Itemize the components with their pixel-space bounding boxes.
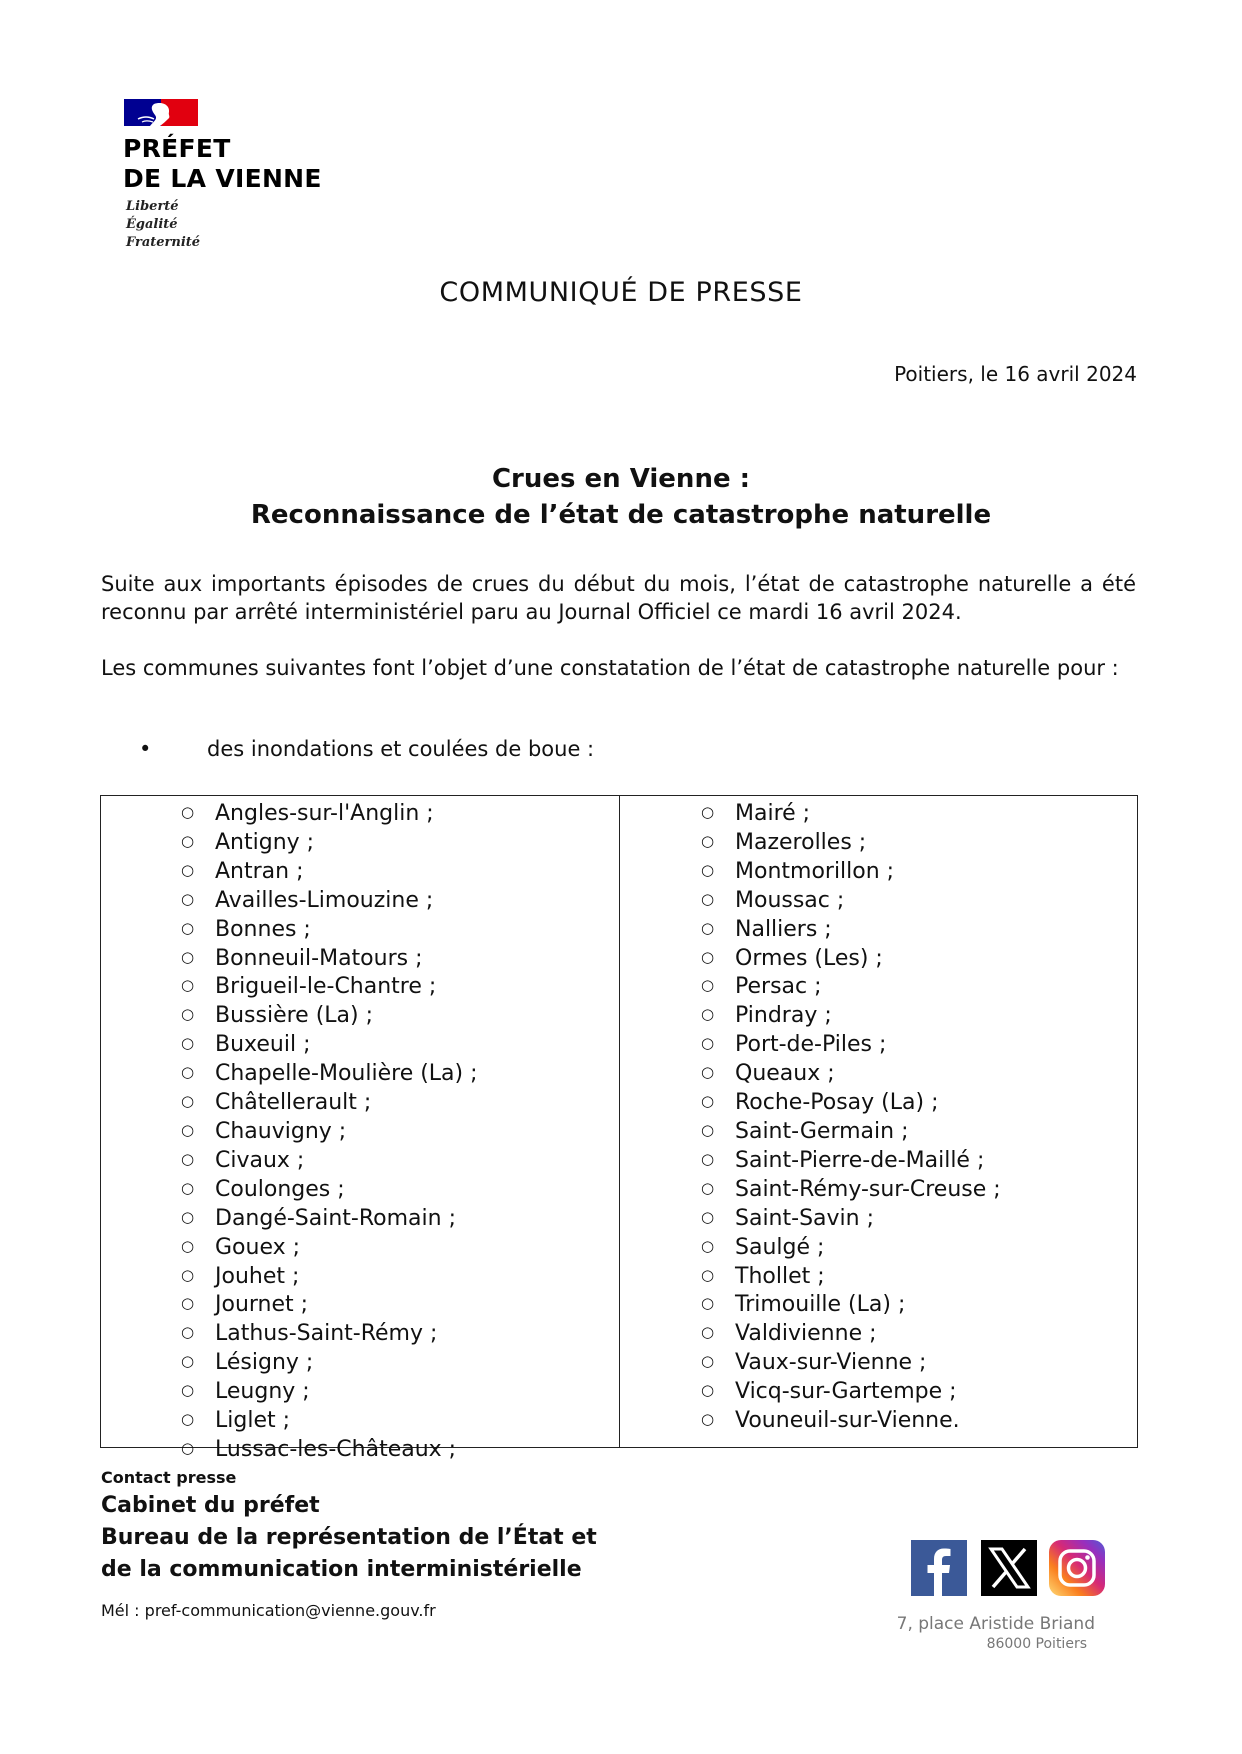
- contact-line2: Bureau de la représentation de l’État et: [101, 1525, 597, 1550]
- commune-name: Vouneuil-sur-Vienne.: [735, 1408, 960, 1434]
- commune-name: Roche-Posay (La) ;: [735, 1090, 939, 1116]
- commune-name: Antran ;: [215, 858, 304, 884]
- circle-bullet-icon: ○: [701, 1120, 715, 1139]
- commune-name: Valdivienne ;: [735, 1321, 877, 1347]
- bullet-item: [139, 737, 594, 761]
- instagram-icon[interactable]: [1049, 1540, 1105, 1596]
- commune-item: [701, 828, 1001, 857]
- commune-item: [181, 1088, 478, 1117]
- circle-bullet-icon: ○: [181, 803, 195, 821]
- commune-item: [181, 1262, 478, 1291]
- facebook-icon[interactable]: [911, 1540, 967, 1596]
- circle-bullet-icon: ○: [701, 1352, 715, 1371]
- motto-fraternite: Fraternité: [126, 235, 201, 250]
- circle-bullet-icon: ○: [181, 918, 195, 937]
- commune-name: Angles-sur-l'Anglin ;: [215, 801, 434, 826]
- commune-item: [701, 1030, 1001, 1059]
- circle-bullet-icon: ○: [701, 860, 715, 879]
- page-title: [0, 461, 1242, 533]
- address-city: 86000 Poitiers: [986, 1636, 1087, 1652]
- commune-item: [181, 1233, 478, 1262]
- commune-item: [701, 886, 1001, 915]
- circle-bullet-icon: ○: [181, 1207, 195, 1226]
- commune-item: [701, 1377, 1001, 1406]
- circle-bullet-icon: ○: [181, 1352, 195, 1371]
- commune-name: Gouex ;: [215, 1234, 301, 1260]
- commune-name: Lésigny ;: [215, 1350, 314, 1376]
- commune-name: Ormes (Les) ;: [735, 945, 883, 971]
- circle-bullet-icon: ○: [181, 1005, 195, 1024]
- communes-paragraph: Les communes suivantes font l’objet d’une constatation de l’état de catastrophe naturelle pour :: [101, 656, 1119, 680]
- commune-item: [701, 1262, 1001, 1291]
- commune-name: Availles-Limouzine ;: [215, 887, 434, 913]
- commune-item: [181, 1406, 478, 1435]
- commune-item: [701, 1001, 1001, 1030]
- circle-bullet-icon: ○: [701, 1410, 715, 1429]
- marianne-logo: [124, 99, 198, 126]
- circle-bullet-icon: ○: [701, 1034, 715, 1053]
- commune-item: [181, 944, 478, 973]
- circle-bullet-icon: ○: [701, 1381, 715, 1400]
- commune-item: [181, 1175, 478, 1204]
- commune-item: [181, 1001, 478, 1030]
- commune-name: Bonneuil-Matours ;: [215, 945, 423, 971]
- contact-line3: de la communication interministérielle: [101, 1557, 582, 1582]
- circle-bullet-icon: ○: [181, 889, 195, 908]
- commune-item: [701, 1117, 1001, 1146]
- prefecture-name-line2: DE LA VIENNE: [123, 164, 322, 193]
- document-date: Poitiers, le 16 avril 2024: [894, 362, 1137, 386]
- commune-item: [181, 1435, 478, 1464]
- circle-bullet-icon: ○: [181, 976, 195, 995]
- commune-item: [701, 799, 1001, 828]
- commune-name: Mairé ;: [735, 801, 811, 826]
- commune-item: [181, 1348, 478, 1377]
- commune-item: [181, 857, 478, 886]
- bullet-text: des inondations et coulées de boue :: [207, 737, 595, 761]
- commune-name: Saint-Savin ;: [735, 1205, 874, 1231]
- commune-item: [701, 1348, 1001, 1377]
- commune-name: Lussac-les-Châteaux ;: [215, 1436, 457, 1462]
- circle-bullet-icon: ○: [181, 1381, 195, 1400]
- commune-name: Jouhet ;: [215, 1263, 300, 1289]
- commune-name: Saulgé ;: [735, 1234, 825, 1260]
- commune-name: Dangé-Saint-Romain ;: [215, 1205, 457, 1231]
- circle-bullet-icon: ○: [701, 918, 715, 937]
- circle-bullet-icon: ○: [181, 1178, 195, 1197]
- commune-name: Thollet ;: [735, 1263, 825, 1289]
- table-column-divider: [619, 796, 620, 1447]
- commune-item: [701, 857, 1001, 886]
- circle-bullet-icon: ○: [181, 1149, 195, 1168]
- commune-item: [701, 1088, 1001, 1117]
- prefecture-name: [123, 134, 322, 194]
- commune-name: Montmorillon ;: [735, 858, 895, 884]
- motto-liberte: Liberté: [126, 199, 179, 214]
- commune-item: [701, 1290, 1001, 1319]
- circle-bullet-icon: ○: [701, 1063, 715, 1082]
- commune-name: Saint-Rémy-sur-Creuse ;: [735, 1176, 1001, 1202]
- title-line1: Crues en Vienne :: [491, 464, 751, 494]
- commune-name: Lathus-Saint-Rémy ;: [215, 1321, 438, 1347]
- circle-bullet-icon: ○: [701, 1323, 715, 1342]
- circle-bullet-icon: ○: [181, 1236, 195, 1255]
- circle-bullet-icon: ○: [181, 1410, 195, 1429]
- circle-bullet-icon: ○: [181, 947, 195, 966]
- commune-name: Persac ;: [735, 974, 822, 1000]
- commune-name: Chapelle-Moulière (La) ;: [215, 1061, 478, 1087]
- contact-email: [101, 1601, 436, 1620]
- commune-name: Mazerolles ;: [735, 829, 867, 855]
- commune-name: Liglet ;: [215, 1408, 291, 1434]
- commune-item: [701, 1319, 1001, 1348]
- commune-name: Pindray ;: [735, 1003, 832, 1029]
- circle-bullet-icon: ○: [701, 889, 715, 908]
- address-street: 7, place Aristide Briand: [896, 1614, 1095, 1634]
- commune-item: [181, 799, 478, 828]
- commune-name: Antigny ;: [215, 829, 315, 855]
- commune-item: [181, 828, 478, 857]
- commune-item: [181, 1117, 478, 1146]
- circle-bullet-icon: ○: [701, 976, 715, 995]
- republic-motto: [126, 198, 200, 252]
- circle-bullet-icon: ○: [701, 1265, 715, 1284]
- commune-item: [181, 915, 478, 944]
- commune-item: [181, 1146, 478, 1175]
- commune-name: Civaux ;: [215, 1147, 305, 1173]
- commune-name: Bussière (La) ;: [215, 1003, 374, 1029]
- circle-bullet-icon: ○: [181, 1294, 195, 1313]
- contact-line1: Cabinet du préfet: [101, 1493, 320, 1518]
- circle-bullet-icon: ○: [181, 1092, 195, 1111]
- commune-item: [181, 1204, 478, 1233]
- commune-name: Moussac ;: [735, 887, 845, 913]
- document-type: COMMUNIQUÉ DE PRESSE: [439, 277, 803, 308]
- commune-item: [701, 1059, 1001, 1088]
- commune-name: Châtellerault ;: [215, 1090, 372, 1116]
- contact-organisation: [101, 1490, 597, 1586]
- commune-name: Leugny ;: [215, 1379, 310, 1405]
- commune-name: Queaux ;: [735, 1061, 835, 1087]
- circle-bullet-icon: ○: [181, 1265, 195, 1284]
- commune-name: Journet ;: [215, 1292, 309, 1318]
- circle-bullet-icon: ○: [181, 860, 195, 879]
- motto-egalite: Égalité: [126, 217, 178, 232]
- commune-item: [181, 1377, 478, 1406]
- circle-bullet-icon: ○: [701, 803, 715, 821]
- circle-bullet-icon: ○: [701, 1294, 715, 1313]
- commune-item: [701, 915, 1001, 944]
- circle-bullet-icon: ○: [701, 1178, 715, 1197]
- circle-bullet-icon: ○: [181, 1063, 195, 1082]
- circle-bullet-icon: ○: [181, 1120, 195, 1139]
- commune-item: [181, 1290, 478, 1319]
- circle-bullet-icon: ○: [181, 1034, 195, 1053]
- circle-bullet-icon: ○: [701, 831, 715, 850]
- commune-name: Saint-Germain ;: [735, 1118, 909, 1144]
- email-label: Mél :: [101, 1601, 145, 1620]
- title-line2: Reconnaissance de l’état de catastrophe naturelle: [250, 500, 992, 530]
- commune-name: Chauvigny ;: [215, 1118, 347, 1144]
- circle-bullet-icon: ○: [701, 1005, 715, 1024]
- prefecture-address: [897, 1614, 1095, 1654]
- commune-name: Nalliers ;: [735, 916, 832, 942]
- communes-list-right: [701, 799, 1001, 1435]
- commune-name: Saint-Pierre-de-Maillé ;: [735, 1147, 985, 1173]
- commune-name: Brigueil-le-Chantre ;: [215, 974, 437, 1000]
- commune-item: [701, 1204, 1001, 1233]
- commune-item: [181, 886, 478, 915]
- circle-bullet-icon: ○: [701, 1149, 715, 1168]
- communes-list-left: [181, 799, 478, 1464]
- commune-item: [181, 972, 478, 1001]
- commune-item: [181, 1030, 478, 1059]
- commune-item: [701, 944, 1001, 973]
- commune-item: [701, 1175, 1001, 1204]
- circle-bullet-icon: ○: [181, 1438, 195, 1457]
- commune-name: Buxeuil ;: [215, 1032, 311, 1058]
- commune-name: Vicq-sur-Gartempe ;: [735, 1379, 957, 1405]
- contact-label: Contact presse: [101, 1468, 237, 1487]
- commune-item: [701, 972, 1001, 1001]
- commune-name: Vaux-sur-Vienne ;: [735, 1350, 927, 1376]
- commune-item: [181, 1059, 478, 1088]
- x-icon[interactable]: [981, 1540, 1037, 1596]
- circle-bullet-icon: ○: [701, 1092, 715, 1111]
- commune-name: Trimouille (La) ;: [735, 1292, 906, 1318]
- commune-item: [701, 1146, 1001, 1175]
- circle-bullet-icon: ○: [701, 1207, 715, 1226]
- bullet-icon: •: [139, 737, 152, 761]
- commune-item: [181, 1319, 478, 1348]
- intro-paragraph: Suite aux importants épisodes de crues du début du mois, l’état de catastrophe naturelle a été reconnu par arrêté interministériel paru au Journal Officiel ce mardi 16 avril 2024.: [101, 572, 1136, 624]
- communes-table: [100, 795, 1138, 1462]
- circle-bullet-icon: ○: [701, 947, 715, 966]
- circle-bullet-icon: ○: [181, 831, 195, 850]
- commune-name: Port-de-Piles ;: [735, 1032, 887, 1058]
- commune-item: [701, 1233, 1001, 1262]
- commune-item: [701, 1406, 1001, 1435]
- commune-name: Bonnes ;: [215, 916, 311, 942]
- prefecture-name-line1: PRÉFET: [123, 134, 231, 163]
- circle-bullet-icon: ○: [701, 1236, 715, 1255]
- email-value[interactable]: pref-communication@vienne.gouv.fr: [144, 1601, 436, 1620]
- circle-bullet-icon: ○: [181, 1323, 195, 1342]
- commune-name: Coulonges ;: [215, 1176, 345, 1202]
